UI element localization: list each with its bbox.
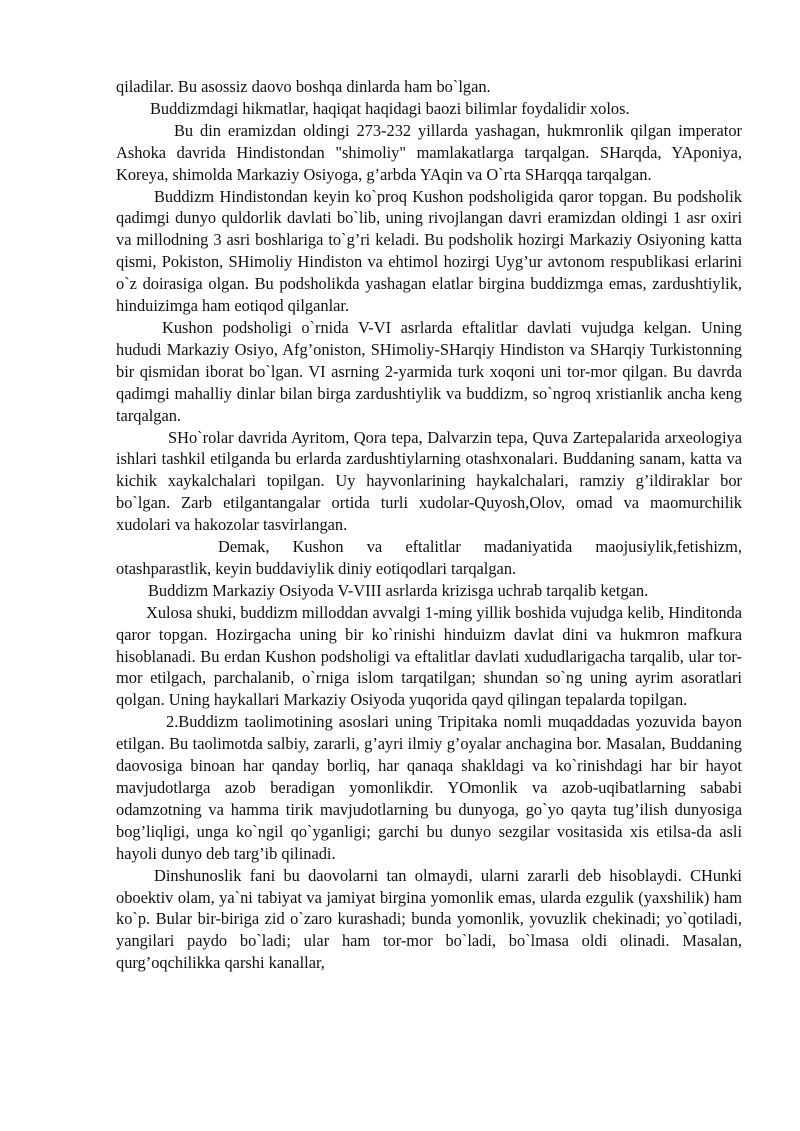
paragraph-6: SHo`rolar davrida Ayritom, Qora tepa, Dalvarzin tepa, Quva Zartepalarida arxeologiya ishlari tashkil etilganda bu erlarda zardushtiylarning otashxonalari. Buddaning sanam, katta va kichik xaykalchalari topilgan. Uy hayvonlarining haykalchalari, ramziy g’ildiraklar bor bo`lgan. Zarb etilgantangalar ortida turli xudolar-Quyosh,Olov, omad va maomurchilik xudolari va hakozolar tasvirlangan. (116, 427, 742, 535)
paragraph-11: Dinshunoslik fani bu daovolarni tan olmaydi, ularni zararli deb hisoblaydi. CHunki oboektiv olam, ya`ni tabiyat va jamiyat birgina yomonlik emas, ularda ezgulik (yaxshilik) ham ko`p. Bular bir-biriga zid o`zaro kurashadi; bunda yomonlik, yovuzlik chekinadi; yo`qotiladi, yangilari paydo bo`ladi; ular ham tor-mor bo`ladi, bo`lmasa oldi olinadi. Masalan, qurg’oqchilikka qarshi kanallar, (116, 865, 742, 973)
paragraph-8: Buddizm Markaziy Osiyoda V-VIII asrlarda krizisga uchrab tarqalib ketgan. (148, 580, 649, 600)
paragraph-7: Demak, Kushon va eftalitlar madaniyatida maojusiylik,fetishizm, otashparastlik, keyin buddaviylik diniy eotiqodlari tarqalgan. (116, 537, 742, 578)
paragraph-9: Xulosa shuki, buddizm milloddan avvalgi 1-ming yillik boshida vujudga kelib, Hinditonda qaror topgan. Hozirgacha uning bir ko`rinishi hinduizm davlat dini va hukmron mafkura hisoblanadi. Bu erdan Kushon podsholigi va eftalitlar davlati xududlarigacha tarqalib, ular tor-mor etilgach, parchalanib, o`rniga islom tarqatilgan; shundan so`ng uning ayrim asoratlari qolgan. Uning haykallari Markaziy Osiyoda yuqorida qayd qilingan tepalarda topilgan. (116, 602, 742, 710)
paragraph-1: qiladilar. Bu asossiz daovo boshqa dinlarda ham bo`lgan. (116, 77, 491, 96)
paragraph-2: Buddizmdagi hikmatlar, haqiqat haqidagi baozi bilimlar foydalidir xolos. (150, 98, 630, 118)
document-page (116, 76, 742, 974)
paragraph-4: Buddizm Hindistondan keyin ko`proq Kushon podsholigida qaror topgan. Bu podsholik qadimgi dunyo quldorlik davlati bo`lib, uning rivojlangan davri eramizdan oldingi 1 asr oxiri va millodning 3 asri boshlariga to`g’ri keladi. Bu podsholik hozirgi Markaziy Osiyoning katta qismi, Pokiston, SHimoliy Hindiston va ehtimol hozirgi Uyg’ur avtonom respublikasi erlarini o`z doirasiga olgan. Bu podsholikda yashagan elatlar birgina buddizmga emas, zardushtiylik, hinduizimga ham eotiqod qilganlar. (116, 186, 742, 316)
paragraph-3: Bu din eramizdan oldingi 273-232 yillarda yashagan, hukmronlik qilgan imperator Ashoka davrida Hindistondan "shimoliy" mamlakatlarga tarqalgan. SHarqda, YAponiya, Koreya, shimolda Markaziy Osiyoga, g’arbda YAqin va O`rta SHarqqa tarqalgan. (116, 120, 742, 184)
paragraph-10: 2.Buddizm taolimotining asoslari uning Tripitaka nomli muqaddadas yozuvida bayon etilgan. Bu taolimotda salbiy, zararli, g’ayri ilmiy g’oyalar anchagina bor. Masalan, Buddaning daovosiga binoan har qanday borliq, har qanaqa shakldagi va ko`rinishdagi har bir hayot mavjudotlarga azob beradigan yomonlikdir. YOmonlik va azob-uqibatlarning sababi odamzotning va hamma tirik mavjudotlarning bu dunyoga, go`yo qayta tug’ilish dunyosiga bog’liqligi, unga ko`ngil qo`yganligi; garchi bu dunyo sezgilar vositasida xis etilsa-da asli hayoli dunyo deb targ’ib qilinadi. (116, 712, 742, 863)
paragraph-5: Kushon podsholigi o`rnida V-VI asrlarda eftalitlar davlati vujudga kelgan. Uning hududi Markaziy Osiyo, Afg’oniston, SHimoliy-SHarqiy Hindiston va SHarqiy Turkistonning bir qismidan iborat bo`lgan. VI asrning 2-yarmida turk xoqoni uni tor-mor qilgan. Bu davrda qadimgi mahalliy dinlar bilan birga zardushtiylik va buddizm, so`ngroq xristianlik ancha keng tarqalgan. (116, 317, 742, 425)
